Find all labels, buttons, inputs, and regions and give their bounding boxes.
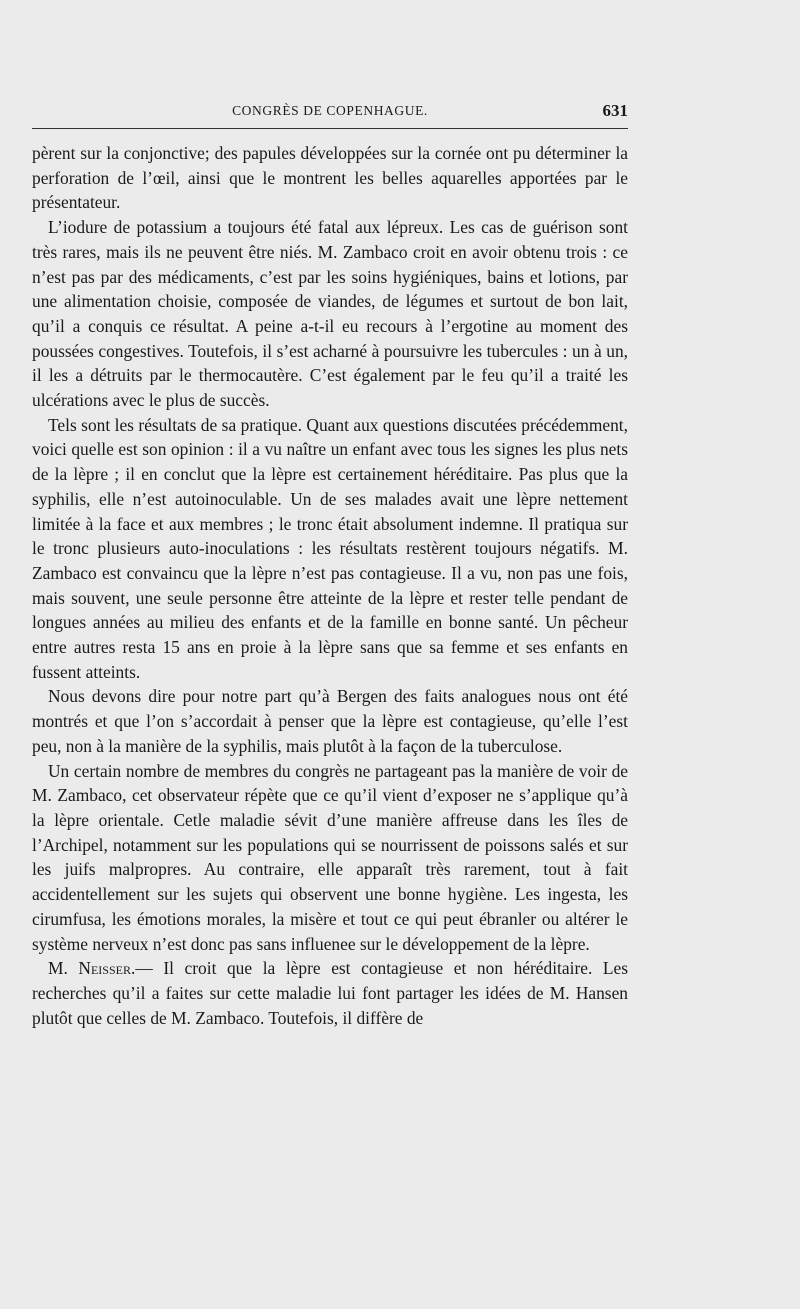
paragraph-6 — [32, 956, 628, 1030]
paragraph-3: Tels sont les résultats de sa pratique. Quant aux questions discutées précédemment, voici quelle est son opinion : il a vu naître un enfant avec tous les signes les plus nets de la lèpre ; il en conclut que la lèpre est certainement héréditaire. Pas plus que la syphilis, elle n’est autoinoculable. Un de ses malades avait une lèpre nettement limitée à la face et aux membres ; le tronc était absolument indemne. Il pratiqua sur le tronc plusieurs auto-inoculations : les résultats restèrent toujours négatifs. M. Zambaco est convaincu que la lèpre n’est pas contagieuse. Il a vu, non pas une fois, mais souvent, une seule personne être atteinte de la lèpre et rester telle pendant de longues années au milieu des enfants et de la famille en bonne santé. Un pêcheur entre autres resta 15 ans en proie à la lèpre sans que sa femme et ses enfants en fussent atteints. — [32, 414, 628, 682]
page-number: 631 — [602, 101, 628, 120]
body-text — [32, 141, 628, 1030]
paragraph-5: Un certain nombre de membres du congrès ne partageant pas la manière de voir de M. Zambaco, cet observateur répète que ce qu’il vient d’exposer ne s’applique qu’à la lèpre orientale. Cetle maladie sévit d’une manière affreuse dans les îles de l’Archipel, notamment sur les populations qui se nourrissent de poissons salés et sur les juifs malpropres. Au contraire, elle apparaît très rarement, tout à fait accidentellement sur les sujets qui observent une bonne hygiène. Les ingesta, les cirumfusa, les émotions morales, la misère et tout ce qui peut ébranler ou altérer le système nerveux n’est donc pas sans influenee sur le développement de la lèpre. — [32, 760, 628, 954]
paragraph-4: Nous devons dire pour notre part qu’à Bergen des faits analogues nous ont été montrés et que l’on s’accordait à penser que la lèpre est contagieuse, qu’elle l’est peu, non à la manière de la syphilis, mais plutôt à la façon de la tuberculose. — [32, 686, 628, 756]
running-title: CONGRÈS DE COPENHAGUE. — [232, 103, 428, 118]
header-rule — [32, 128, 628, 129]
running-header — [32, 101, 628, 121]
paragraph-6-text: — Il croit que la lèpre est contagieuse et non héréditaire. Les recherches qu’il a faites sur cette maladie lui font partager les idées de M. Hansen plutôt que celles de M. Zambaco. Toutefois, il diffère de — [32, 958, 628, 1028]
paragraph-2: L’iodure de potassium a toujours été fatal aux lépreux. Les cas de guérison sont très rares, mais ils ne peuvent être niés. M. Zambaco croit en avoir obtenu trois : ce n’est pas par des médicaments, c’est par les soins hygiéniques, bains et lotions, par une alimentation choisie, composée de viandes, de légumes et surtout de bon lait, qu’il a conquis ce résultat. A peine a-t-il eu recours à l’ergotine au moment des poussées congestives. Toutefois, il s’est acharné à poursuivre les tubercules : un à un, il les a détruits par le thermocautère. C’est également par le feu qu’il a traité les ulcérations avec le plus de succès. — [32, 217, 628, 411]
paragraph-1: pèrent sur la conjonctive; des papules développées sur la cornée ont pu déterminer la perforation de l’œil, ainsi que le montrent les belles aquarelles apportées par le présentateur. — [32, 143, 628, 213]
speaker-name: M. Neisser. — [48, 958, 136, 979]
